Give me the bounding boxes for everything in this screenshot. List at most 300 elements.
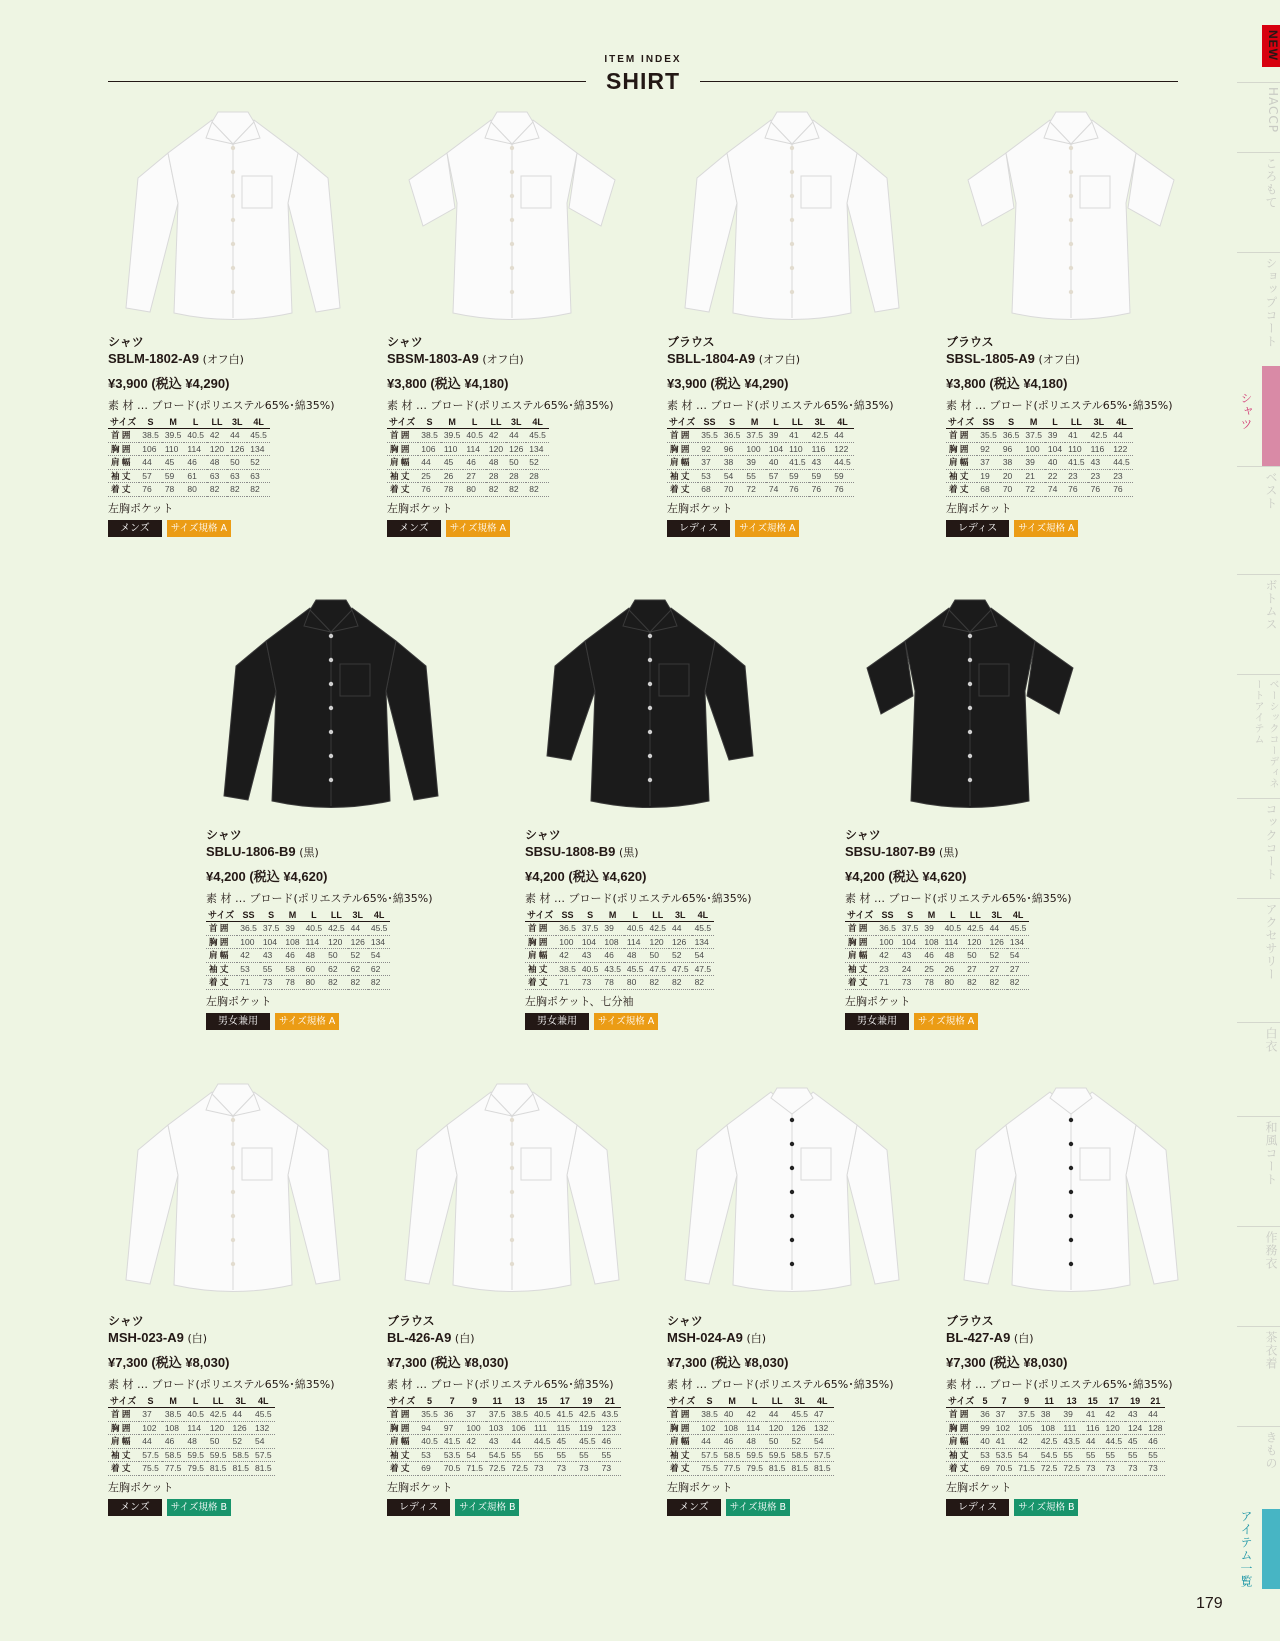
measure-value: 76	[1088, 483, 1111, 497]
product-code: SBLM-1802-A9	[108, 351, 200, 366]
measure-value: 78	[162, 483, 185, 497]
measure-value: 57.5	[698, 1448, 721, 1462]
measure-value: 82	[368, 976, 391, 990]
product-code-line	[387, 351, 637, 373]
product-note: 左胸ポケット	[667, 1480, 733, 1494]
size-header: 4L	[368, 908, 391, 922]
size-header-row	[946, 1394, 1165, 1408]
product-note: 左胸ポケット	[946, 501, 1012, 515]
table-row	[667, 1421, 834, 1435]
size-header: 9	[1015, 1394, 1038, 1408]
table-row	[946, 1435, 1165, 1449]
size-header-row	[206, 908, 390, 922]
measure-value: 134	[1007, 935, 1030, 949]
measure-label: 袖 丈	[206, 962, 237, 976]
side-tab-accessory[interactable]: アクセサリー	[1237, 898, 1280, 1022]
product-tags	[387, 520, 637, 537]
measure-value: 50	[227, 456, 247, 470]
measure-value: 59	[831, 469, 854, 483]
measure-value: 42	[876, 949, 899, 963]
measure-value: 42.5	[576, 1408, 599, 1422]
product-info	[525, 826, 775, 1030]
size-header: L	[942, 908, 965, 922]
table-row	[845, 962, 1029, 976]
side-tab-cook-coat[interactable]: コックコート	[1237, 798, 1280, 898]
measure-value: 62	[348, 962, 368, 976]
measure-value: 47.5	[669, 962, 692, 976]
measure-value: 42	[743, 1408, 766, 1422]
measure-value: 46	[463, 456, 486, 470]
measure-value: 55	[1125, 1448, 1145, 1462]
measure-value: 69	[418, 1462, 441, 1476]
measure-value: 47.5	[646, 962, 669, 976]
measure-value: 62	[325, 962, 348, 976]
size-header: 4L	[692, 908, 715, 922]
measure-value: 106	[418, 442, 441, 456]
measure-value: 39	[1022, 456, 1045, 470]
side-tab-koromote[interactable]: ころもて	[1237, 152, 1280, 252]
measure-value: 134	[692, 935, 715, 949]
measure-value: 26	[942, 962, 965, 976]
measure-value: 45.5	[247, 429, 270, 443]
table-row	[845, 976, 1029, 990]
measure-label: 首 囲	[387, 1408, 418, 1422]
size-header: サイズ	[108, 1394, 139, 1408]
size-header: 13	[1060, 1394, 1083, 1408]
product-image	[946, 108, 1196, 328]
measure-value: 99	[977, 1421, 992, 1435]
measure-value: 44	[1110, 429, 1133, 443]
size-header: LL	[1065, 415, 1088, 429]
size-header: 17	[1103, 1394, 1126, 1408]
measure-value: 41.5	[786, 456, 809, 470]
table-row	[206, 922, 390, 936]
product-note: 左胸ポケット	[387, 501, 453, 515]
measure-value: 134	[247, 442, 270, 456]
measure-label: 着 丈	[667, 1462, 698, 1476]
measure-value: 43.5	[601, 962, 624, 976]
measure-value: 54	[692, 949, 715, 963]
measure-label: 肩 幅	[387, 1435, 418, 1449]
measure-value: 120	[766, 1421, 789, 1435]
product-info	[946, 333, 1196, 537]
measure-value: 82	[348, 976, 368, 990]
size-table	[845, 908, 1029, 990]
table-row	[387, 1408, 621, 1422]
size-header: SS	[698, 415, 721, 429]
measure-value: 68	[698, 483, 721, 497]
table-row	[387, 456, 549, 470]
product-price: ¥7,300 (税込 ¥8,030)	[667, 1355, 789, 1370]
measure-value: 55	[576, 1448, 599, 1462]
product-price: ¥7,300 (税込 ¥8,030)	[387, 1355, 509, 1370]
measure-value: 81.5	[252, 1462, 275, 1476]
measure-value: 57.5	[252, 1448, 275, 1462]
measure-value: 92	[698, 442, 721, 456]
measure-value: 71	[556, 976, 579, 990]
measure-value: 52	[987, 949, 1007, 963]
size-header: S	[139, 1394, 162, 1408]
measure-value: 46	[921, 949, 941, 963]
target-badge: レディス	[667, 520, 730, 537]
measure-value: 55	[1083, 1448, 1103, 1462]
measure-value: 44	[418, 456, 441, 470]
measure-value: 44	[139, 1435, 162, 1449]
product-category: シャツ	[845, 828, 881, 842]
measure-value: 108	[721, 1421, 744, 1435]
page-title: SHIRT	[606, 68, 680, 94]
measure-value: 59	[786, 469, 809, 483]
measure-label: 着 丈	[387, 1462, 418, 1476]
product-code: MSH-024-A9	[667, 1330, 743, 1345]
size-standard-badge: サイズ規格 A	[735, 520, 799, 537]
size-header: SS	[876, 908, 899, 922]
measure-value: 43	[809, 456, 832, 470]
product-color: (黒)	[618, 846, 639, 859]
measure-value: 42.5	[1088, 429, 1111, 443]
table-row	[387, 1462, 621, 1476]
measure-value: 68	[977, 483, 1000, 497]
product-code: BL-427-A9	[946, 1330, 1011, 1345]
target-badge: 男女兼用	[206, 1013, 270, 1030]
table-row	[667, 483, 854, 497]
measure-value: 42	[486, 429, 506, 443]
product-price: ¥3,800 (税込 ¥4,180)	[946, 376, 1068, 391]
measure-value: 53.5	[441, 1448, 464, 1462]
measure-value: 27	[987, 962, 1007, 976]
measure-value: 42	[463, 1435, 486, 1449]
measure-value: 74	[1045, 483, 1065, 497]
measure-value: 52	[229, 1435, 252, 1449]
product-color: (黒)	[938, 846, 959, 859]
measure-value: 55	[1103, 1448, 1126, 1462]
measure-value: 120	[964, 935, 987, 949]
measure-value: 48	[184, 1435, 207, 1449]
measure-value: 37	[993, 1408, 1016, 1422]
side-tab-chaigi[interactable]: 茶衣着	[1237, 1326, 1280, 1426]
measure-value: 38	[1000, 456, 1023, 470]
product-image	[108, 108, 358, 328]
table-row	[667, 1448, 834, 1462]
measure-value: 50	[646, 949, 669, 963]
measure-value: 38	[721, 456, 744, 470]
product-code-line	[845, 844, 1095, 866]
product-note: 左胸ポケット	[667, 501, 733, 515]
measure-value: 63	[247, 469, 270, 483]
product-code-line	[667, 1330, 917, 1352]
size-standard-badge: サイズ規格 B	[455, 1499, 519, 1516]
target-badge: メンズ	[667, 1499, 721, 1516]
measure-value: 100	[1022, 442, 1045, 456]
product-tags	[206, 1013, 456, 1030]
size-header-row	[108, 415, 270, 429]
product-material: 素 材 … ブロード(ポリエステル65%･綿35%)	[387, 1378, 614, 1391]
measure-label: 首 囲	[946, 429, 977, 443]
measure-value: 79.5	[743, 1462, 766, 1476]
size-table	[387, 415, 549, 497]
product-code-line	[525, 844, 775, 866]
product-tags	[525, 1013, 775, 1030]
measure-label: 肩 幅	[387, 456, 418, 470]
side-tab-item-list[interactable]: アイテム一覧	[1239, 1510, 1253, 1588]
measure-value: 36	[977, 1408, 992, 1422]
measure-value: 59.5	[743, 1448, 766, 1462]
measure-value: 120	[207, 1421, 230, 1435]
measure-value: 104	[899, 935, 922, 949]
measure-value: 73	[599, 1462, 622, 1476]
measure-value: 45.5	[526, 429, 549, 443]
product-tags	[845, 1013, 1095, 1030]
measure-label: 袖 丈	[667, 1448, 698, 1462]
product-image	[845, 596, 1095, 816]
side-tab-shop-coat[interactable]: ショップコート	[1237, 252, 1280, 366]
side-tab-kimono[interactable]: きもの	[1237, 1426, 1280, 1509]
size-header: 3L	[788, 1394, 811, 1408]
product-tags	[946, 1499, 1196, 1516]
measure-value: 73	[899, 976, 922, 990]
product-note: 左胸ポケット	[108, 501, 174, 515]
measure-value: 58.5	[162, 1448, 185, 1462]
measure-value: 82	[227, 483, 247, 497]
measure-value: 41	[786, 429, 809, 443]
size-header: 3L	[229, 1394, 252, 1408]
size-header: LL	[325, 908, 348, 922]
product-code-line	[387, 1330, 637, 1352]
table-row	[946, 442, 1133, 456]
size-header: M	[721, 1394, 744, 1408]
measure-label: 首 囲	[667, 429, 698, 443]
size-header: 7	[441, 1394, 464, 1408]
measure-value: 36.5	[556, 922, 579, 936]
product-image	[525, 596, 775, 816]
size-header: 4L	[831, 415, 854, 429]
measure-label: 着 丈	[206, 976, 237, 990]
side-tab-new[interactable]: NEW	[1266, 30, 1280, 61]
measure-value: 44	[229, 1408, 252, 1422]
product-material: 素 材 … ブロード(ポリエステル65%･綿35%)	[946, 1378, 1173, 1391]
measure-value: 73	[260, 976, 283, 990]
measure-value: 52	[526, 456, 549, 470]
measure-value: 59	[809, 469, 832, 483]
product-note: 左胸ポケット	[108, 1480, 174, 1494]
side-tab-haccp[interactable]: HACCP	[1237, 82, 1280, 152]
measure-value: 27	[463, 469, 486, 483]
side-tab-hakui[interactable]: 白衣	[1237, 1022, 1280, 1116]
measure-value: 45.5	[252, 1408, 275, 1422]
product-code: SBLU-1806-B9	[206, 844, 296, 859]
measure-label: 首 囲	[108, 1408, 139, 1422]
product-color: (白)	[454, 1332, 475, 1345]
measure-value: 120	[1103, 1421, 1126, 1435]
side-tab-basic-coordinate[interactable]: ベーシックコーディネートアイテム	[1237, 674, 1280, 798]
measure-value: 46	[184, 456, 207, 470]
measure-value: 36	[441, 1408, 464, 1422]
measure-value: 45.5	[788, 1408, 811, 1422]
product-info	[387, 1312, 637, 1516]
size-header: S	[1000, 415, 1023, 429]
side-tab-shirt[interactable]: シャツ	[1239, 392, 1253, 431]
product-code: BL-426-A9	[387, 1330, 452, 1345]
measure-value: 55	[508, 1448, 531, 1462]
measure-value: 132	[811, 1421, 834, 1435]
size-standard-badge: サイズ規格 A	[275, 1013, 339, 1030]
size-header-row	[108, 1394, 275, 1408]
measure-label: 着 丈	[387, 483, 418, 497]
measure-value: 114	[303, 935, 326, 949]
measure-value: 82	[646, 976, 669, 990]
measure-value: 48	[207, 456, 227, 470]
measure-value: 43	[1125, 1408, 1145, 1422]
size-header: 11	[1038, 1394, 1061, 1408]
size-header: 4L	[811, 1394, 834, 1408]
measure-value: 27	[964, 962, 987, 976]
measure-value: 42.5	[207, 1408, 230, 1422]
measure-value: 25	[921, 962, 941, 976]
measure-value: 58.5	[721, 1448, 744, 1462]
measure-value: 43	[1088, 456, 1111, 470]
product-image	[206, 596, 456, 816]
measure-label: 着 丈	[946, 1462, 977, 1476]
measure-value: 46	[599, 1435, 622, 1449]
measure-value: 73	[1125, 1462, 1145, 1476]
product-material: 素 材 … ブロード(ポリエステル65%･綿35%)	[845, 892, 1072, 905]
product-image	[387, 1080, 637, 1300]
measure-value: 39	[766, 429, 786, 443]
measure-value: 54	[811, 1435, 834, 1449]
measure-value: 119	[576, 1421, 599, 1435]
measure-value: 70.5	[441, 1462, 464, 1476]
measure-value: 40.5	[184, 429, 207, 443]
measure-value: 35.5	[418, 1408, 441, 1422]
header-rule-right	[700, 81, 1178, 82]
measure-value: 44	[139, 456, 162, 470]
table-row	[206, 962, 390, 976]
measure-label: 首 囲	[525, 922, 556, 936]
measure-label: 着 丈	[667, 483, 698, 497]
table-row	[667, 1408, 834, 1422]
measure-value: 78	[921, 976, 941, 990]
measure-value: 23	[1110, 469, 1133, 483]
product-color: (白)	[746, 1332, 767, 1345]
measure-value: 77.5	[162, 1462, 185, 1476]
table-row	[946, 1421, 1165, 1435]
side-tab-vest[interactable]: ベスト	[1237, 466, 1280, 574]
measure-value: 43	[579, 949, 602, 963]
measure-value: 102	[698, 1421, 721, 1435]
size-standard-badge: サイズ規格 B	[726, 1499, 790, 1516]
size-header-row	[667, 415, 854, 429]
measure-value: 104	[260, 935, 283, 949]
side-tab-samue[interactable]: 作務衣	[1237, 1226, 1280, 1326]
measure-label: 袖 丈	[387, 1448, 418, 1462]
table-row	[387, 442, 549, 456]
measure-value: 44	[669, 922, 692, 936]
measure-label: 着 丈	[108, 1462, 139, 1476]
page-header	[108, 52, 1178, 102]
size-header: サイズ	[845, 908, 876, 922]
measure-label: 肩 幅	[525, 949, 556, 963]
measure-value: 27	[1007, 962, 1030, 976]
product-code-line	[108, 1330, 358, 1352]
measure-value: 37.5	[1015, 1408, 1038, 1422]
product-material: 素 材 … ブロード(ポリエステル65%･綿35%)	[946, 399, 1173, 412]
measure-value: 40.5	[418, 1435, 441, 1449]
measure-value: 81.5	[766, 1462, 789, 1476]
measure-value: 120	[486, 442, 506, 456]
product-price: ¥7,300 (税込 ¥8,030)	[946, 1355, 1068, 1370]
size-header: サイズ	[387, 1394, 418, 1408]
product-price: ¥3,900 (税込 ¥4,290)	[667, 376, 789, 391]
measure-value: 77.5	[721, 1462, 744, 1476]
size-header: サイズ	[946, 1394, 977, 1408]
measure-label: 首 囲	[845, 922, 876, 936]
measure-value: 43.5	[1060, 1435, 1083, 1449]
measure-value: 58	[282, 962, 302, 976]
size-header: 21	[599, 1394, 622, 1408]
measure-value: 55	[554, 1448, 577, 1462]
measure-label: 肩 幅	[845, 949, 876, 963]
measure-value: 44	[1145, 1408, 1165, 1422]
side-tab-bottoms[interactable]: ボトムス	[1237, 574, 1280, 674]
size-header: 19	[576, 1394, 599, 1408]
measure-value: 57	[766, 469, 786, 483]
target-badge: メンズ	[108, 520, 162, 537]
table-row	[108, 1462, 275, 1476]
measure-value: 38.5	[508, 1408, 531, 1422]
measure-value: 45	[162, 456, 185, 470]
product-note: 左胸ポケット	[946, 1480, 1012, 1494]
product-code: SBSM-1803-A9	[387, 351, 479, 366]
product-info	[946, 1312, 1196, 1516]
measure-value: 40	[977, 1435, 992, 1449]
measure-value: 81.5	[207, 1462, 230, 1476]
measure-label: 胸 囲	[845, 935, 876, 949]
measure-value: 26	[441, 469, 464, 483]
measure-value: 41	[1083, 1408, 1103, 1422]
product-price: ¥3,900 (税込 ¥4,290)	[108, 376, 230, 391]
measure-label: 胸 囲	[206, 935, 237, 949]
measure-value: 19	[977, 469, 1000, 483]
measure-value: 50	[325, 949, 348, 963]
measure-label: 首 囲	[387, 429, 418, 443]
measure-value: 44	[508, 1435, 531, 1449]
product-category: シャツ	[667, 1314, 703, 1328]
measure-value: 37	[698, 456, 721, 470]
size-header: 3L	[809, 415, 832, 429]
size-header: サイズ	[946, 415, 977, 429]
size-table	[108, 1394, 275, 1476]
product-code-line	[667, 351, 917, 373]
size-header: 5	[977, 1394, 992, 1408]
measure-value: 25	[418, 469, 441, 483]
side-index	[1234, 0, 1280, 1641]
measure-value: 41.5	[1065, 456, 1088, 470]
measure-value: 28	[526, 469, 549, 483]
measure-value: 39	[1060, 1408, 1083, 1422]
measure-value: 55	[599, 1448, 622, 1462]
measure-value: 46	[282, 949, 302, 963]
side-tab-wafu-coat[interactable]: 和風コート	[1237, 1116, 1280, 1226]
measure-value: 50	[207, 1435, 230, 1449]
product-image	[108, 1080, 358, 1300]
measure-value: 45.5	[624, 962, 647, 976]
measure-value: 44	[831, 429, 854, 443]
product-category: ブラウス	[946, 335, 994, 349]
measure-label: 着 丈	[946, 483, 977, 497]
measure-value: 72	[1022, 483, 1045, 497]
measure-value: 82	[247, 483, 270, 497]
measure-value: 48	[743, 1435, 766, 1449]
